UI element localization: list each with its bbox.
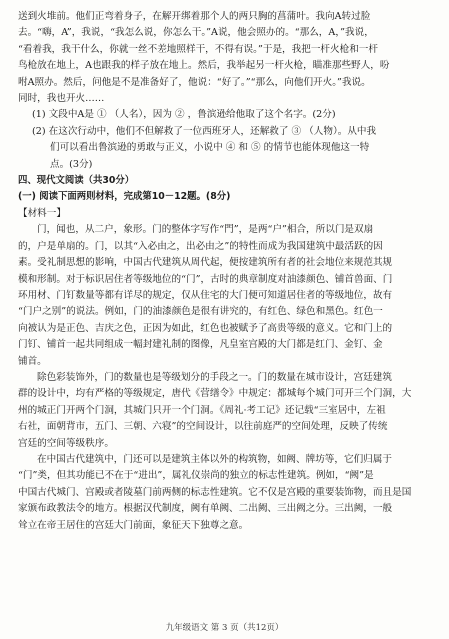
- material-line: 门钉、铺首一起共同组成一幅封建礼制的图像，凡皇室宫殿的大门都是红门、金钉、金: [18, 339, 383, 351]
- material-line: 模和形制。对于标识居住者等级地位的“门”，古时的典章制度对油漆颜色、铺首兽面、门: [18, 273, 393, 285]
- material-line: 群的设计中，均有严格的等级规定，唐代《营缮令》中规定：都城每个城门可开三个门洞，大: [18, 388, 412, 400]
- material-line: 门，闻也，从二户，象形。门的整体字写作“門”，是两“户”相合，所以门是双扇: [37, 224, 374, 236]
- material-line: 州的城正门开两个门洞，其城门只开一个门洞。《周礼·考工记》还记载“三室居中，左祖: [18, 404, 386, 416]
- page-text: [18, 9, 432, 534]
- material-label: 【材料一】: [18, 207, 66, 219]
- passage-line: 鸟枪放在地上，A也跟我的样子放在地上。然后，我举起另一杆火枪，瞄准那些野人，吩: [18, 60, 390, 72]
- material-line: 中国古代城门、宫殿或者陵墓门前两侧的标志性建筑。它不仅是宫殿的重要装饰物，而且是国: [18, 486, 412, 498]
- material-line: 素。受礼制思想的影响，中国古代建筑从周代起，便按建筑所有者的社会地位来规范其规: [18, 257, 393, 269]
- material-line: 除色彩装饰外，门的数量也是等级划分的手段之一。门的数量在城市设计，宫廷建筑: [37, 371, 392, 383]
- material-line: “门”类，但其功能已不在于“进出”，属礼仪崇尚的独立的标志性建筑。例如，“阙”是: [18, 470, 374, 482]
- passage-line: 同时，我也开火……: [18, 93, 105, 105]
- material-line: 的，户是单扇的。门，以其“入必由之，出必由之”的特性而成为我国建筑中最活跃的因: [18, 240, 383, 252]
- passage-line: 送到火堆前。他们正弯着身子，在解开绑着那个人的两只胸的菖蒲叶。我向A转过脸: [18, 11, 371, 22]
- passage-line: 咐A照办。然后，问他是不是准备好了，他说：“好了。”“那么，向他们开火。”我说。: [18, 76, 371, 88]
- passage-line: “看着我，我干什么，你就一丝不差地照样干，不得有误。”于是，我把一杆火枪和一杆: [18, 43, 378, 55]
- material-line: 右社，面朝背市，五门、三朝、六寝”的空间设计，以往前庭严的空间处理，反映了传统: [18, 421, 388, 433]
- passage-line: 去。“嗨，A”，我说，“我怎么说，你怎么干。”A说，他会照办的。“那么，A，”我说，: [18, 27, 374, 39]
- material-line: 向被认为是正色、吉庆之色，正因为如此，红色也被赋予了高贵等级的意义。它和门上的: [18, 322, 393, 334]
- section-title: 四、现代文阅读（共30分）: [18, 175, 135, 187]
- material-line: 耸立在帝王居住的宫廷大门前面，象征天下独尊之意。: [18, 519, 249, 531]
- question-2-cont: 点。(3分): [50, 158, 93, 170]
- material-line: “门户之别”的说法。例如，门的油漆颜色是很有讲究的，有红色、绿色和黑色。红色一: [18, 306, 383, 318]
- question-2: (2) 在这次行动中，他们不但解救了一位西班牙人，还解救了 ③ （人物）。从中我: [32, 125, 377, 137]
- question-2-cont: 们可以看出鲁滨逊的勇敢与正义，小说中 ④ 和 ⑤ 的情节也能体现他这一特: [50, 142, 370, 154]
- material-line: 铺首。: [18, 355, 47, 367]
- question-1: (1) 文段中A是 ① （人名），因为 ② ，鲁滨逊给他取了这个名字。(2分): [32, 109, 336, 121]
- material-line: 家颁布政教法令的地方。根据汉代制度，阙有单阙、二出阙、三出阙之分。三出阙，一般: [18, 503, 393, 515]
- material-line: 宫廷的空间等级秩序。: [18, 437, 114, 449]
- page-footer: 九年级语文 第 3 页（共12页）: [165, 623, 284, 633]
- subsection-title: (一) 阅读下面两则材料，完成第10－12题。(8分): [18, 191, 231, 203]
- material-line: 在中国古代建筑中，门还可以是建筑主体以外的构筑物，如阙、牌坊等，它们归属于: [37, 453, 392, 465]
- material-line: 环用材、门钉数量等都有详尽的规定，仅从住宅的大门便可知道居住者的等级地位，故有: [18, 289, 393, 301]
